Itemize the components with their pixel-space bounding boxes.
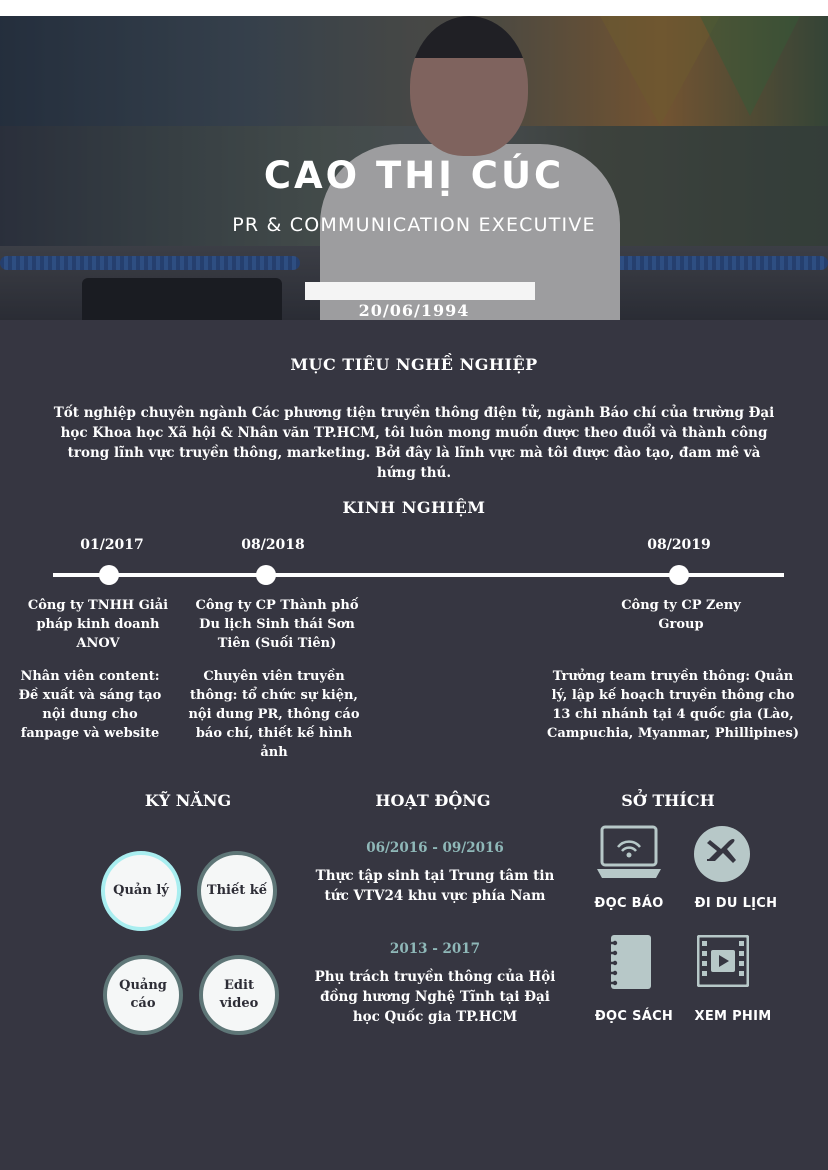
person-name: CAO THỊ CÚC <box>263 154 565 197</box>
timeline-dot <box>669 565 689 585</box>
experience-desc-3: Trưởng team truyền thông: Quản lý, lập kế hoạch truyền thông cho 13 chi nhánh tại 4 quốc gia (Lào, Campuchia, Myanmar, Phillipines) <box>546 669 799 741</box>
job-title: PR & COMMUNICATION EXECUTIVE <box>232 214 596 236</box>
skill-circle <box>101 851 181 931</box>
skill-circle <box>197 851 277 931</box>
date-of-birth: 20/06/1994 <box>358 301 470 320</box>
activity-date-2: 2013 - 2017 <box>389 941 481 957</box>
objective-text: Tốt nghiệp chuyên ngành Các phương tiện truyền thông điện tử, ngành Báo chí của trường Đại học Khoa học Xã hội & Nhân văn TP.HCM, tôi luôn mong muốn được theo đuổi và thành công trong lĩnh vực truyền thông, marketing. Bởi đây là lĩnh vực mà tôi được đào tạo, đam mê và hứng thú. <box>53 405 775 481</box>
top-margin <box>0 0 828 16</box>
hobbies-heading: SỞ THÍCH <box>621 791 715 810</box>
experience-company-3: Công ty CP Zeny Group <box>621 598 741 632</box>
skill-circle <box>103 955 183 1035</box>
experience-date-2: 08/2018 <box>241 537 305 553</box>
skill-label: Quảng cáo <box>119 978 167 1011</box>
hobby-label-1: ĐỌC BÁO <box>594 896 664 911</box>
skill-label: Thiết kế <box>206 883 268 898</box>
experience-desc-2: Chuyên viên truyền thông: tổ chức sự kiện, nội dung PR, thông cáo báo chí, thiết kế hình ảnh <box>188 669 360 760</box>
skill-label: Edit video <box>219 978 259 1011</box>
experience-company-2: Công ty CP Thành phố Du lịch Sinh thái Sơn Tiên (Suối Tiên) <box>195 598 359 651</box>
laptop-wifi-icon <box>596 825 662 881</box>
hobby-label-4: XEM PHIM <box>694 1009 772 1024</box>
activity-text-2: Phụ trách truyền thông của Hội đồng hương Nghệ Tĩnh tại Đại học Quốc gia TP.HCM <box>314 969 556 1025</box>
experience-desc-1: Nhân viên content: Đề xuất và sáng tạo nội dung cho fanpage và website <box>18 669 162 741</box>
film-icon <box>697 935 749 987</box>
skill-circle <box>199 955 279 1035</box>
experience-heading: KINH NGHIỆM <box>342 498 486 517</box>
activity-text-1: Thực tập sinh tại Trung tâm tin tức VTV24 khu vực phía Nam <box>315 868 555 904</box>
objective-heading: MỤC TIÊU NGHỀ NGHIỆP <box>290 355 538 374</box>
experience-date-3: 08/2019 <box>647 537 711 553</box>
experience-company-1: Công ty TNHH Giải pháp kinh doanh ANOV <box>27 598 169 651</box>
notebook-icon <box>603 933 653 991</box>
hobby-label-3: ĐỌC SÁCH <box>594 1009 674 1024</box>
experience-date-1: 01/2017 <box>80 537 144 553</box>
timeline-dot <box>99 565 119 585</box>
photo-caption-bar <box>305 282 535 300</box>
skills-heading: KỸ NĂNG <box>144 791 232 810</box>
activities-heading: HOẠT ĐỘNG <box>375 791 491 810</box>
airplane-icon <box>693 825 751 883</box>
activity-date-1: 06/2016 - 09/2016 <box>366 840 504 856</box>
timeline-dot <box>256 565 276 585</box>
skill-label: Quản lý <box>113 883 169 898</box>
hobby-label-2: ĐI DU LỊCH <box>694 896 778 911</box>
